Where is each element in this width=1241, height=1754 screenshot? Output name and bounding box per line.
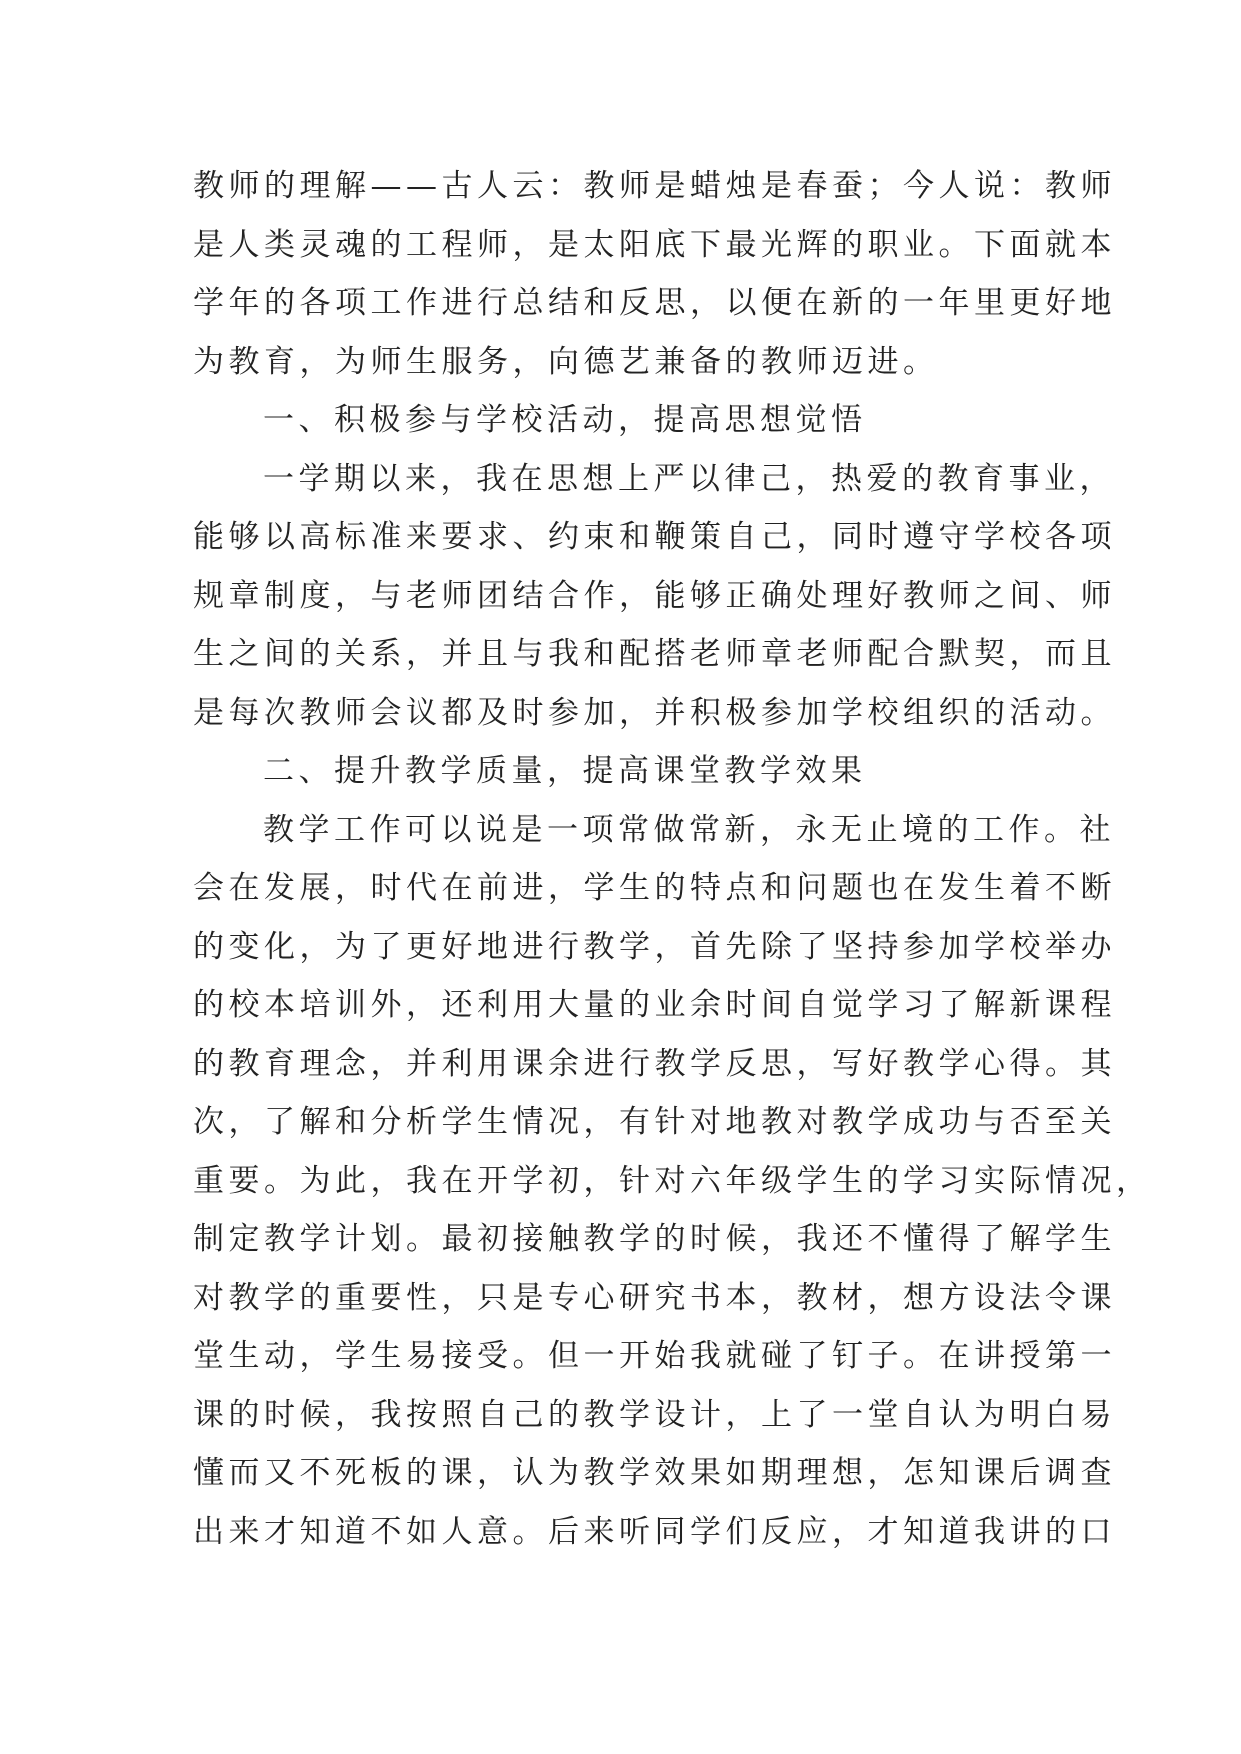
text-line: 懂而又不死板的课，认为教学效果如期理想，怎知课后调查 — [193, 1455, 1116, 1491]
text-line: 的校本培训外，还利用大量的业余时间自觉学习了解新课程 — [193, 987, 1116, 1023]
section-heading-2: 二、提升教学质量，提高课堂教学效果 — [263, 753, 867, 789]
text-line: 出来才知道不如人意。后来听同学们反应，才知道我讲的口 — [193, 1513, 1116, 1550]
text-line: 教师的理解——古人云：教师是蜡烛是春蚕；今人说：教师 — [193, 168, 1116, 204]
text-line: 为教育，为师生服务，向德艺兼备的教师迈进。 — [193, 343, 939, 380]
text-line: 会在发展，时代在前进，学生的特点和问题也在发生着不断 — [193, 870, 1116, 906]
text-line: 课的时候，我按照自己的教学设计，上了一堂自认为明白易 — [193, 1396, 1116, 1433]
section-heading-1: 一、积极参与学校活动，提高思想觉悟 — [263, 402, 867, 438]
paragraph-start: 一学期以来，我在思想上严以律己，热爱的教育事业， — [263, 460, 1115, 497]
text-line: 次，了解和分析学生情况，有针对地教对教学成功与否至关 — [193, 1104, 1116, 1140]
text-line: 学年的各项工作进行总结和反思，以便在新的一年里更好地 — [193, 285, 1116, 321]
text-line: 规章制度，与老师团结合作，能够正确处理好教师之间、师 — [193, 577, 1116, 614]
body-text — [193, 157, 1152, 1561]
text-line: 重要。为此，我在开学初，针对六年级学生的学习实际情况， — [193, 1162, 1152, 1199]
text-line: 制定教学计划。最初接触教学的时候，我还不懂得了解学生 — [193, 1221, 1116, 1257]
text-line: 生之间的关系，并且与我和配搭老师章老师配合默契，而且 — [193, 636, 1116, 672]
paragraph-start: 教学工作可以说是一项常做常新，永无止境的工作。社 — [263, 811, 1115, 848]
text-line: 堂生动，学生易接受。但一开始我就碰了钉子。在讲授第一 — [193, 1338, 1116, 1374]
text-line: 的教育理念，并利用课余进行教学反思，写好教学心得。其 — [193, 1045, 1116, 1082]
text-line: 能够以高标准来要求、约束和鞭策自己，同时遵守学校各项 — [193, 519, 1116, 555]
text-line: 对教学的重要性，只是专心研究书本，教材，想方设法令课 — [193, 1279, 1116, 1316]
text-line: 的变化，为了更好地进行教学，首先除了坚持参加学校举办 — [193, 928, 1116, 965]
text-line: 是每次教师会议都及时参加，并积极参加学校组织的活动。 — [193, 694, 1116, 731]
text-line: 是人类灵魂的工程师，是太阳底下最光辉的职业。下面就本 — [193, 226, 1116, 263]
